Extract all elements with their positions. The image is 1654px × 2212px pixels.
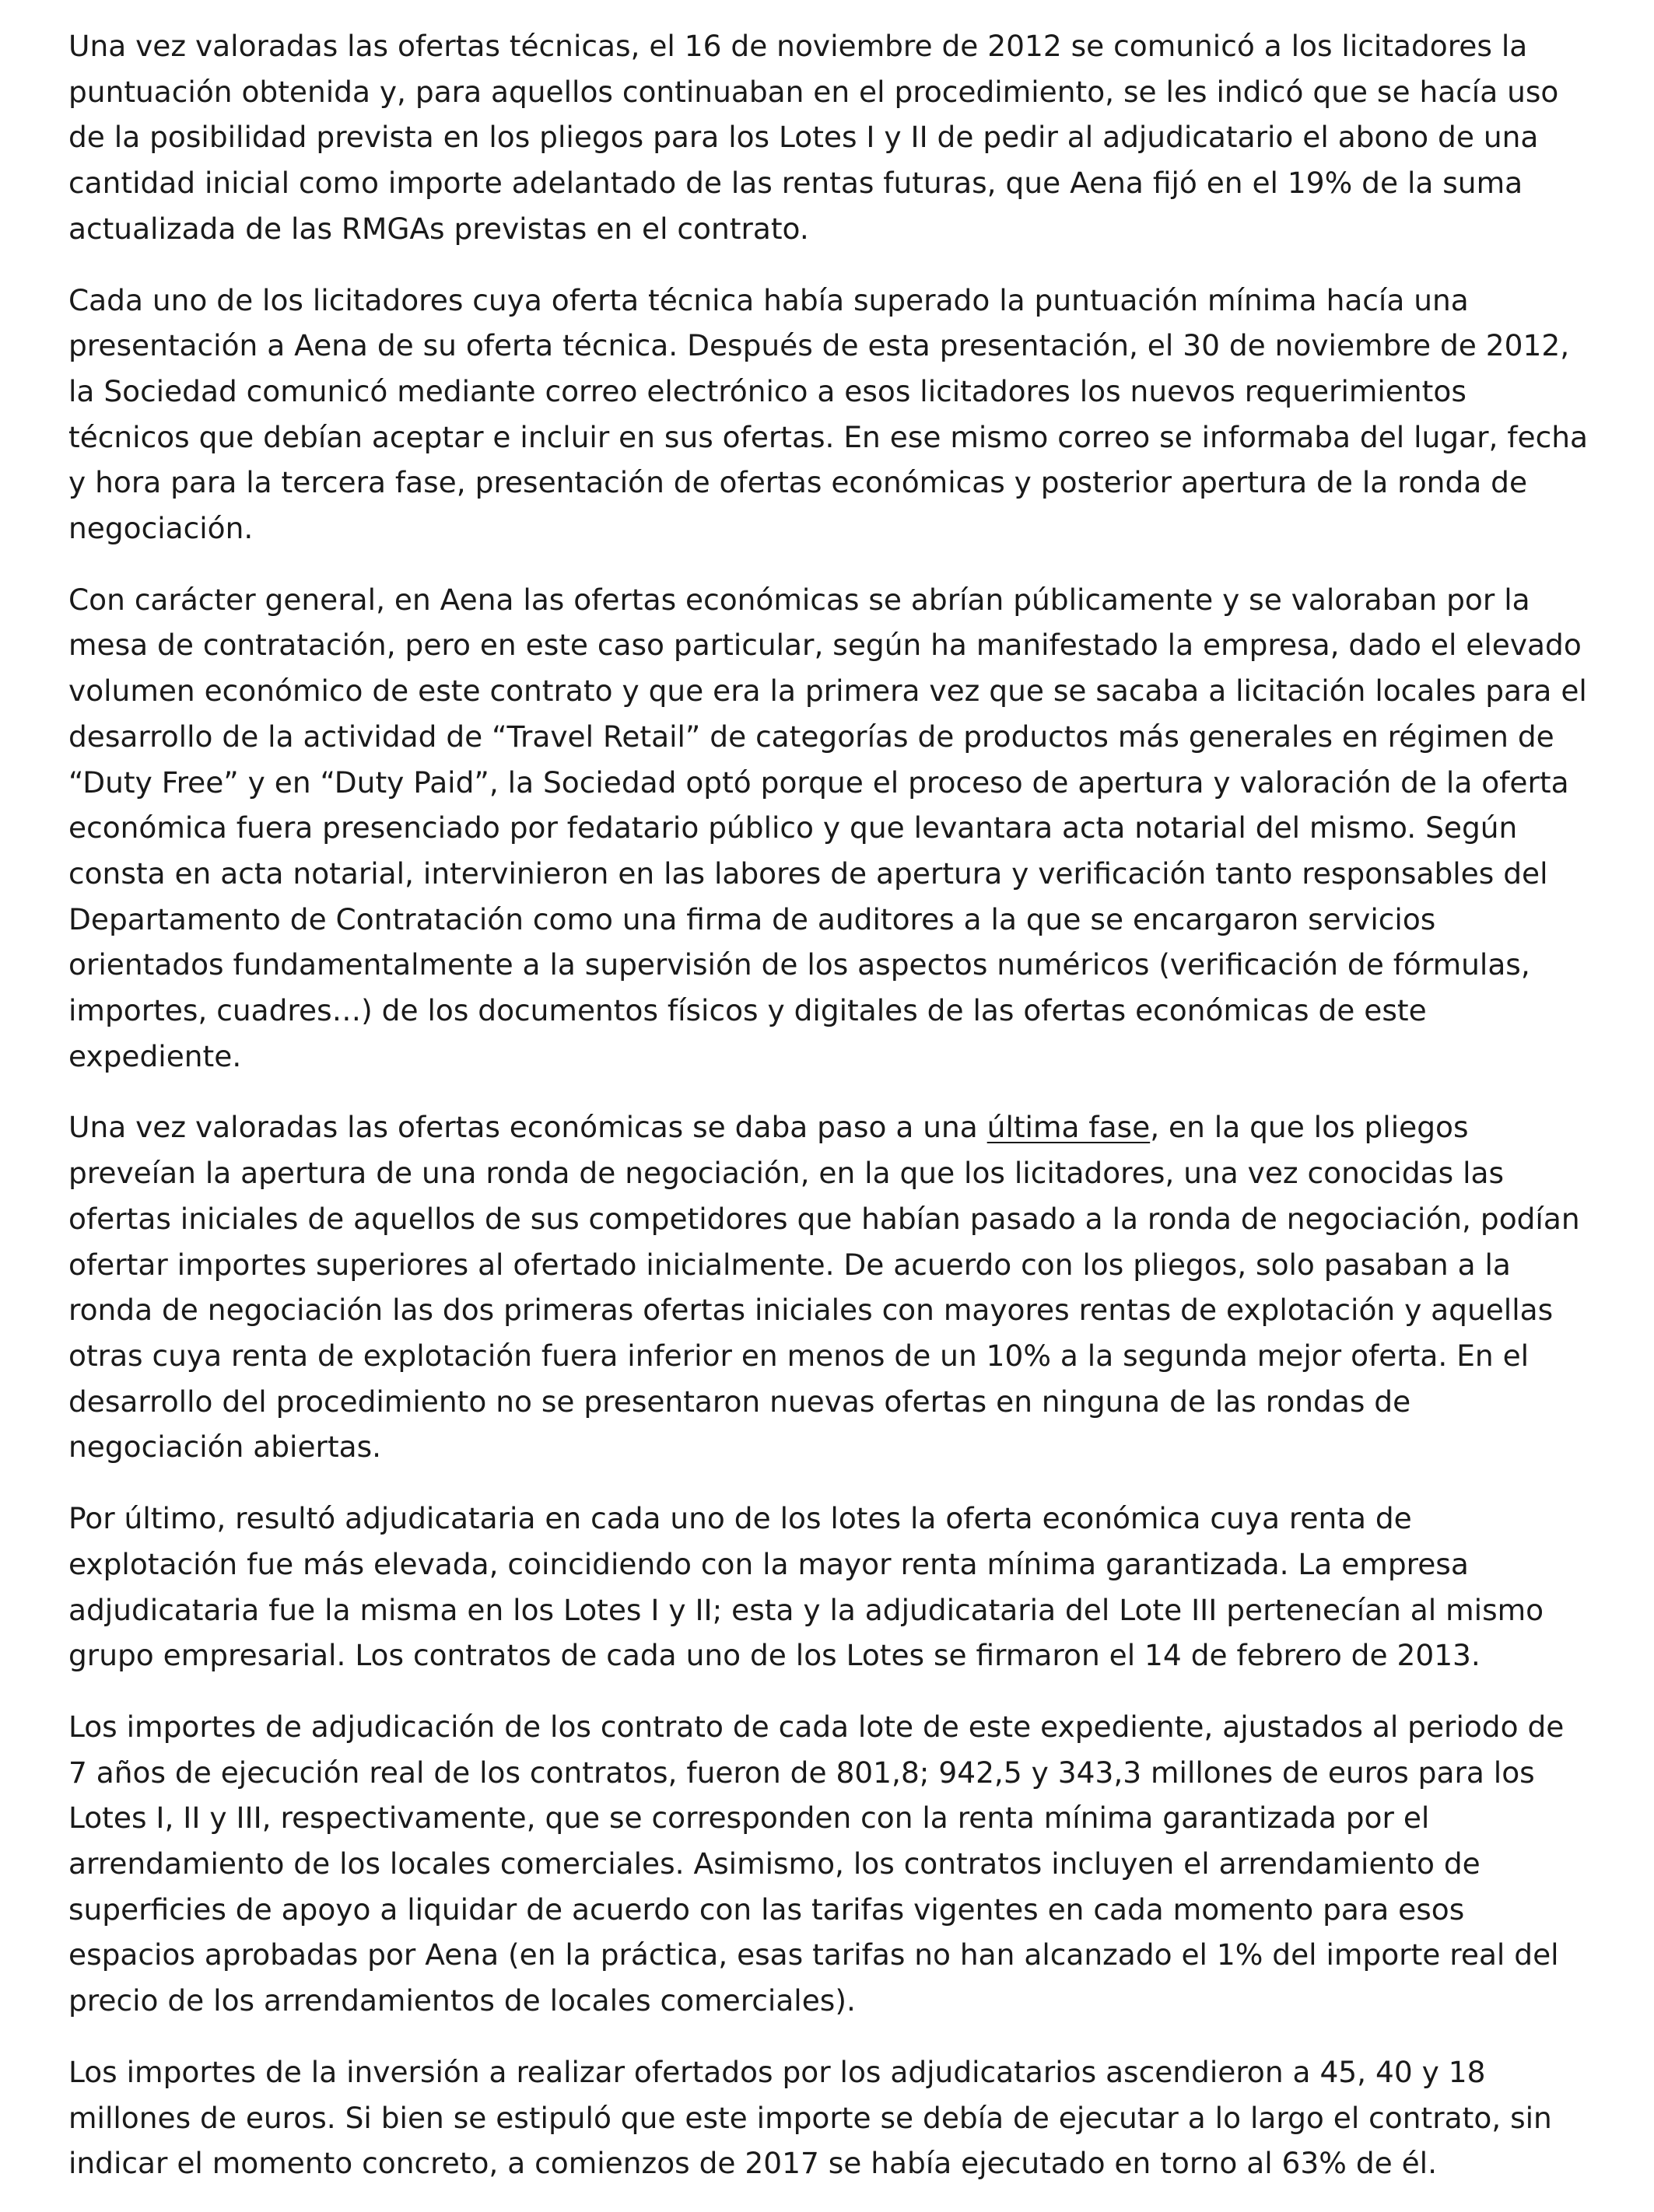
paragraph-4-text-after: , en la que los pliegos preveían la apertura de una ronda de negociación, en la que los licitadores, una vez conocidas las ofertas iniciales de aquellos de sus competidores que habían pasado a la ronda de negociación, podían ofertar importes superiores al ofertado inicialmente. De acuerdo con los pliegos, solo pasaban a la ronda de negociación las dos primeras ofertas iniciales con mayores rentas de explotación y aquellas otras cuya renta de explotación fuera inferior en menos de un 10% a la segunda mejor oferta. En el desarrollo del procedimiento no se presentaron nuevas ofertas en ninguna de las rondas de negociación abiertas. <box>68 1110 1580 1465</box>
document-body <box>68 23 1589 2212</box>
paragraph-3: Con carácter general, en Aena las ofertas económicas se abrían públicamente y se valoraban por la mesa de contratación, pero en este caso particular, según ha manifestado la empresa, dado el elevado volumen económico de este contrato y que era la primera vez que se sacaba a licitación locales para el desarrollo de la actividad de “Travel Retail” de categorías de productos más generales en régimen de “Duty Free” y en “Duty Paid”, la Sociedad optó porque el proceso de apertura y valoración de la oferta económica fuera presenciado por fedatario público y que levantara acta notarial del mismo. Según consta en acta notarial, intervinieron en las labores de apertura y verificación tanto responsables del Departamento de Contratación como una firma de auditores a la que se encargaron servicios orientados fundamentalmente a la supervisión de los aspectos numéricos (verificación de fórmulas, importes, cuadres…) de los documentos físicos y digitales de las ofertas económicas de este expediente. <box>68 582 1587 1073</box>
paragraph-6: Los importes de adjudicación de los contrato de cada lote de este expediente, ajustados al periodo de 7 años de ejecución real de los contratos, fueron de 801,8; 942,5 y 343,3 millones de euros para los Lotes I, II y III, respectivamente, que se corresponden con la renta mínima garantizada por el arrendamiento de los locales comerciales. Asimismo, los contratos incluyen el arrendamiento de superficies de apoyo a liquidar de acuerdo con las tarifas vigentes en cada momento para esos espacios aprobadas por Aena (en la práctica, esas tarifas no han alcanzado el 1% del importe real del precio de los arrendamientos de locales comerciales). <box>68 1709 1565 2018</box>
paragraph-2: Cada uno de los licitadores cuya oferta técnica había superado la puntuación mínima hacía una presentación a Aena de su oferta técnica. Después de esta presentación, el 30 de noviembre de 2012, la Sociedad comunicó mediante correo electrónico a esos licitadores los nuevos requerimientos técnicos que debían aceptar e incluir en sus ofertas. En ese mismo correo se informaba del lugar, fecha y hora para la tercera fase, presentación de ofertas económicas y posterior apertura de la ronda de negociación. <box>68 282 1588 546</box>
paragraph-1: Una vez valoradas las ofertas técnicas, el 16 de noviembre de 2012 se comunicó a los licitadores la puntuación obtenida y, para aquellos continuaban en el procedimiento, se les indicó que se hacía uso de la posibilidad prevista en los pliegos para los Lotes I y II de pedir al adjudicatario el abono de una cantidad inicial como importe adelantado de las rentas futuras, que Aena fijó en el 19% de la suma actualizada de las RMGAs previstas en el contrato. <box>68 29 1559 246</box>
paragraph-4-text-before: Una vez valoradas las ofertas económicas se daba paso a una <box>68 1110 987 1145</box>
paragraph-5: Por último, resultó adjudicataria en cada uno de los lotes la oferta económica cuya renta de explotación fue más elevada, coincidiendo con la mayor renta mínima garantizada. La empresa adjudicataria fue la misma en los Lotes I y II; esta y la adjudicataria del Lote III pertenecían al mismo grupo empresarial. Los contratos de cada uno de los Lotes se firmaron el 14 de febrero de 2013. <box>68 1501 1544 1673</box>
ultima-fase-underlined: última fase <box>986 1110 1151 1145</box>
paragraph-4 <box>68 1104 1589 1470</box>
paragraph-7: Los importes de la inversión a realizar ofertados por los adjudicatarios ascendieron a 45, 40 y 18 millones de euros. Si bien se estipuló que este importe se debía de ejecutar a lo largo el contrato, sin indicar el momento concreto, a comienzos de 2017 se había ejecutado en torno al 63% de él. <box>68 2054 1552 2181</box>
